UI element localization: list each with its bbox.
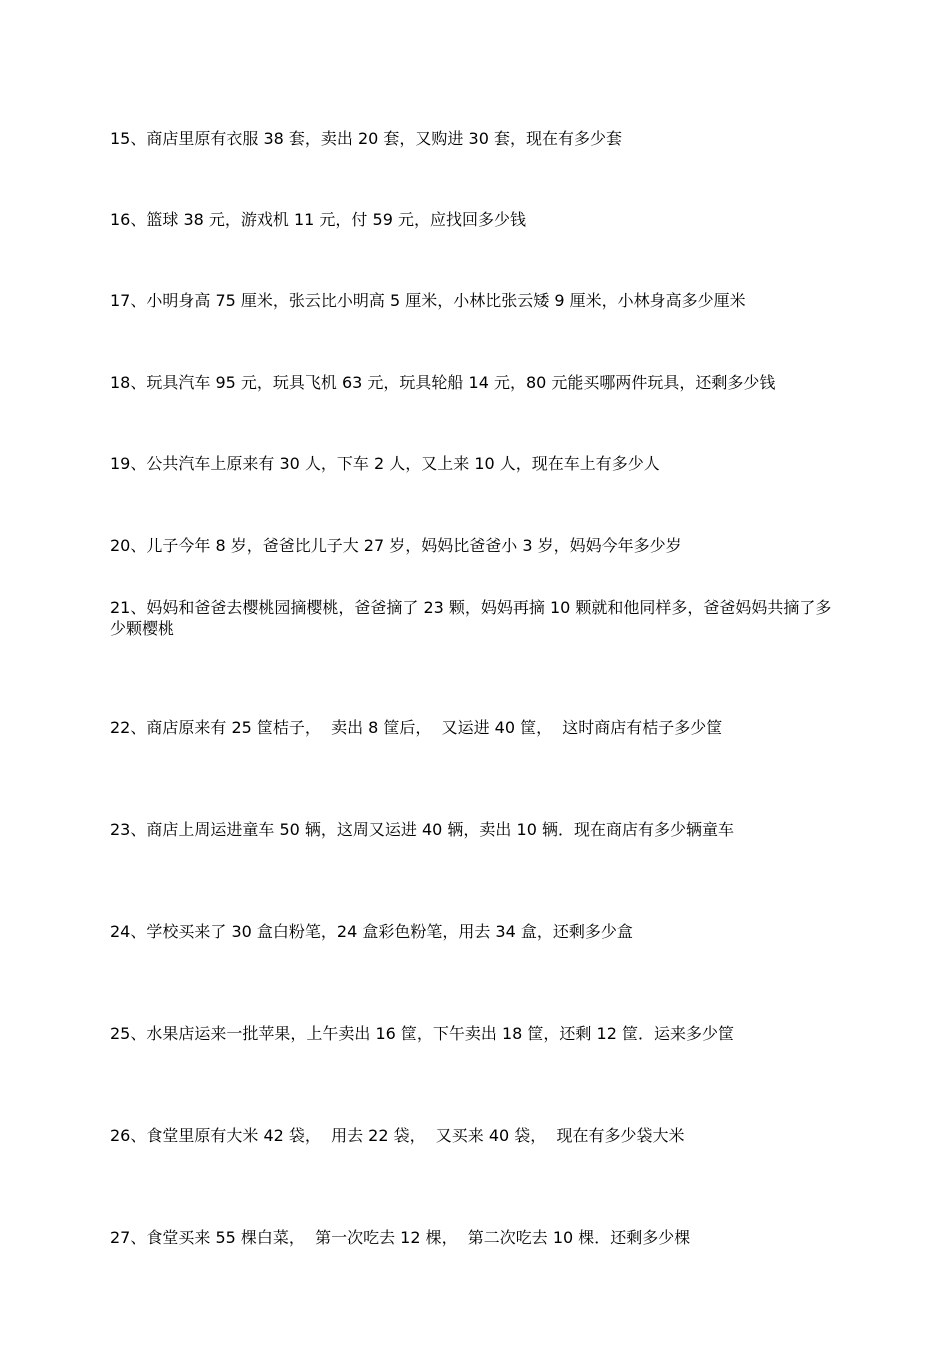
problem-23: 23、商店上周运进童车 50 辆，这周又运进 40 辆，卖出 10 辆．现在商店有多少辆童车	[110, 820, 734, 839]
problem-27: 27、食堂买来 55 棵白菜， 第一次吃去 12 棵， 第二次吃去 10 棵．还剩多少棵	[110, 1228, 691, 1247]
problem-22: 22、商店原来有 25 筐桔子， 卖出 8 筐后， 又运进 40 筐， 这时商店有桔子多少筐	[110, 718, 723, 737]
problem-15: 15、商店里原有衣服 38 套，卖出 20 套，又购进 30 套，现在有多少套	[110, 129, 622, 148]
problem-20: 20、儿子今年 8 岁，爸爸比儿子大 27 岁，妈妈比爸爸小 3 岁，妈妈今年多少岁	[110, 536, 682, 555]
problem-26: 26、食堂里原有大米 42 袋， 用去 22 袋， 又买来 40 袋， 现在有多少袋大米	[110, 1126, 685, 1145]
problem-16: 16、篮球 38 元，游戏机 11 元，付 59 元，应找回多少钱	[110, 210, 526, 229]
problem-18: 18、玩具汽车 95 元，玩具飞机 63 元，玩具轮船 14 元，80 元能买哪两件玩具，还剩多少钱	[110, 373, 776, 392]
problem-24: 24、学校买来了 30 盒白粉笔，24 盒彩色粉笔，用去 34 盒，还剩多少盒	[110, 922, 633, 941]
problem-21: 21、妈妈和爸爸去樱桃园摘樱桃，爸爸摘了 23 颗，妈妈再摘 10 颗就和他同样多，爸爸妈妈共摘了多少颗樱桃	[110, 598, 832, 638]
problem-17: 17、小明身高 75 厘米，张云比小明高 5 厘米，小林比张云矮 9 厘米，小林身高多少厘米	[110, 291, 746, 310]
problem-19: 19、公共汽车上原来有 30 人，下车 2 人，又上来 10 人，现在车上有多少人	[110, 454, 660, 473]
problem-25: 25、水果店运来一批苹果，上午卖出 16 筐，下午卖出 18 筐，还剩 12 筐．运来多少筐	[110, 1024, 734, 1043]
